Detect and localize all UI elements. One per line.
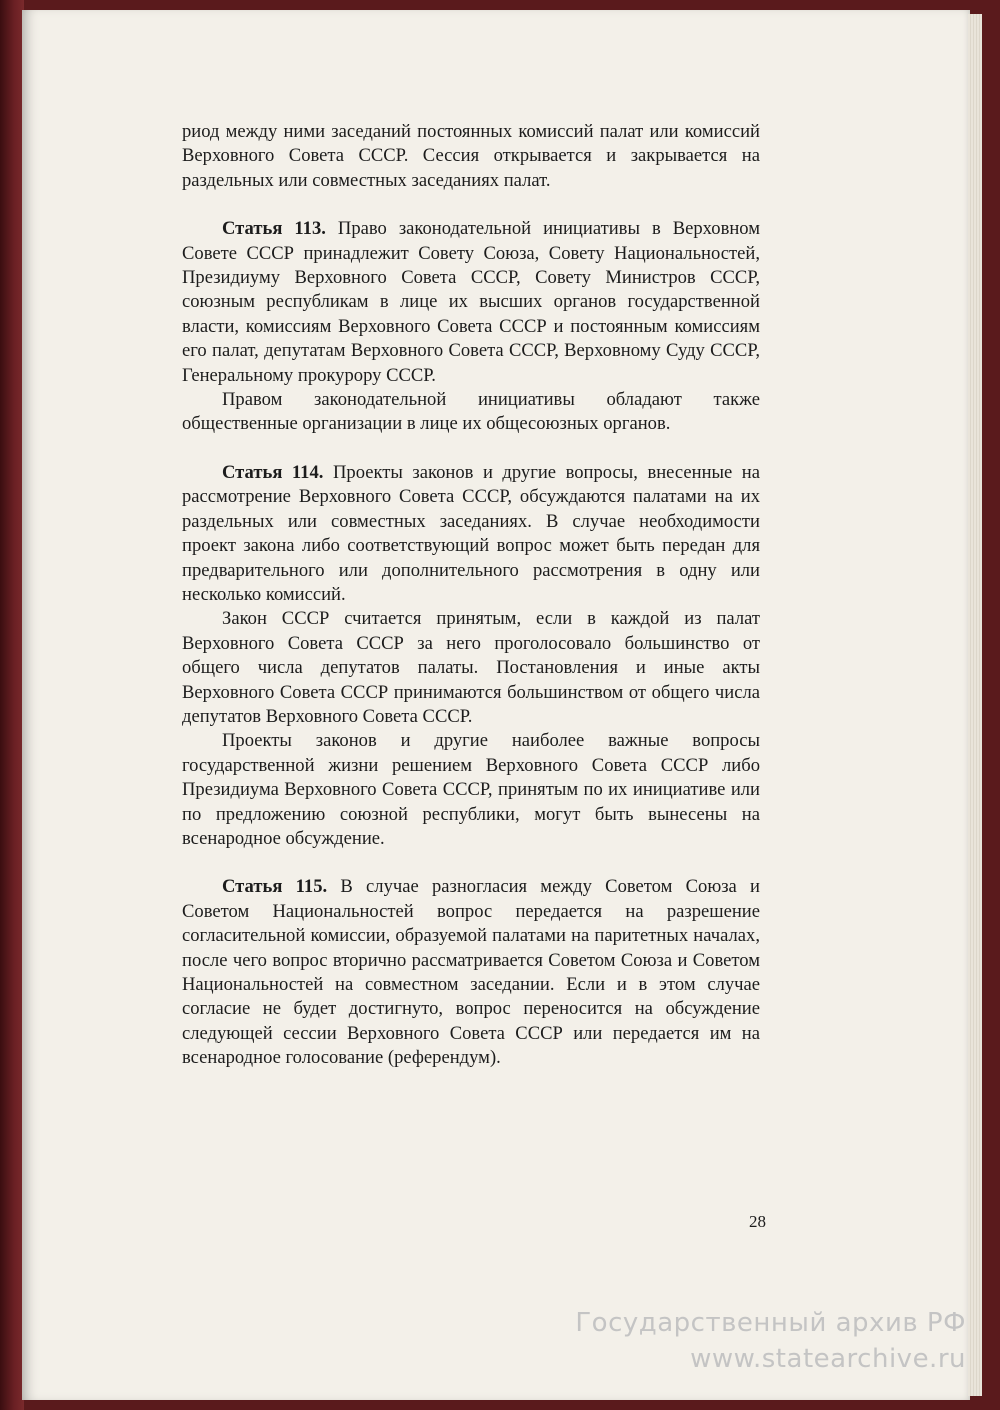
article-paragraph: Статья 113. Право законодательной инициативы в Верховном Совете СССР принадлежит Совету Союза, Совету Национальностей, Президиуму Верховного Совета СССР, Совету Министров СССР, союзным республикам в лице их высших органов государственной власти, комиссиям Верховного Совета СССР и постоянным комиссиям его палат, депутатам Верховного Совета СССР, Верховному Суду СССР, Генеральному прокурору СССР.: [182, 218, 761, 386]
watermark-archive-name: Государственный архив РФ: [575, 1308, 966, 1338]
book-binding: [0, 0, 24, 1410]
page-text: [182, 120, 760, 1071]
article-paragraph: Проекты законов и другие наиболее важные вопросы государственной жизни решением Верховного Совета СССР либо Президиума Верховного Совета СССР, принятым по их инициативе или по предложению союзной республики, могут быть вынесены на всенародное обсуждение.: [182, 730, 760, 849]
article-115: [182, 875, 760, 1070]
page-edge: [968, 14, 982, 1396]
article-label: Статья 115.: [222, 876, 328, 898]
article-label: Статья 113.: [222, 218, 326, 240]
article-paragraph: Статья 114. Проекты законов и другие вопросы, внесенные на рассмотрение Верховного Совета СССР, обсуждаются палатами на их раздельных или совместных заседаниях. В случае необходимости проект закона либо соответствующий вопрос может быть передан для предварительного или дополнительного рассмотрения в одну или несколько комиссий.: [182, 461, 761, 605]
article-paragraph: Статья 115. В случае разногласия между Советом Союза и Советом Национальностей вопрос передается на разрешение согласительной комиссии, образуемой палатами на паритетных началах, после чего вопрос вторично рассматривается Советом Союза и Советом Национальностей на совместном заседании. Если и в этом случае согласие не будет достигнуто, вопрос переносится на обсуждение следующей сессии Верховного Совета СССР или передается им на всенародное голосование (референдум).: [182, 876, 761, 1069]
continuation-paragraph: риод между ними заседаний постоянных комиссий палат или комиссий Верховного Совета СССР. Сессия открывается и закрывается на раздельных или совместных заседаниях палат.: [182, 121, 760, 191]
article-label: Статья 114.: [222, 461, 324, 483]
article-113: [182, 217, 760, 437]
article-paragraph: Закон СССР считается принятым, если в каждой из палат Верховного Совета СССР за него проголосовало большинство от общего числа депутатов палаты. Постановления и иные акты Верховного Совета СССР принимаются большинством от общего числа депутатов Верховного Совета СССР.: [182, 608, 760, 727]
article-paragraph: Правом законодательной инициативы обладают также общественные организации в лице их общесоюзных органов.: [182, 389, 760, 435]
article-114: [182, 461, 760, 852]
watermark-url: www.statearchive.ru: [690, 1344, 966, 1374]
page-number: 28: [749, 1212, 766, 1231]
